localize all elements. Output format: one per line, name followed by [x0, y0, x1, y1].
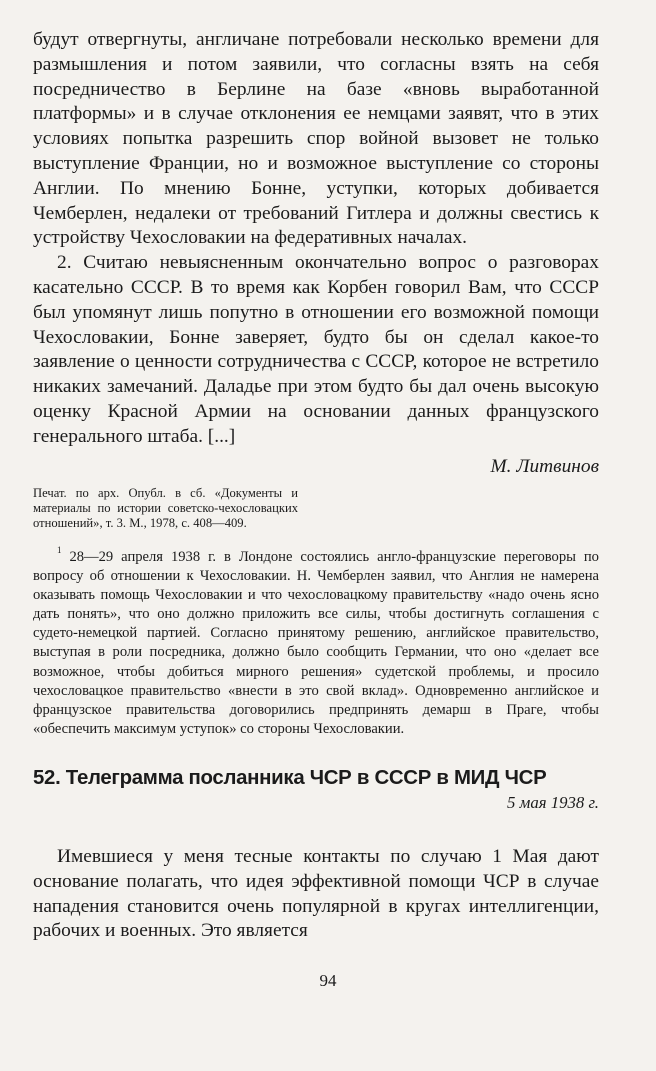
body-paragraph-2: 2. Считаю невыясненным окончательно вопрос о разговорах касательно СССР. В то время как Корбен говорил Вам, что СССР был упомянут лишь попутно в отношении его возможной помощи Чехословакии, Бонне заверяет, будто бы он сделал какое-то заявление о ценности сотрудничества с СССР, которое не встретило никаких замечаний. Даладье при этом будто бы дал очень высокую оценку Красной Армии на основании данных французского генерального штаба. [...]	[33, 252, 599, 447]
signature: М. Литвинов	[490, 455, 599, 477]
body-paragraph-1: будут отвергнуты, англичане потребовали несколько времени для размышления и потом заявили, что согласны взять на себя посредничество в Берлине на базе «вновь выработанной платформы» и в случае отклонения ее немцами заявят, что в этих условиях попытка разрешить спор войной вызовет не только выступление Франции, но и возможное выступление со стороны Англии. По мнению Бонне, уступки, которых добивается Чемберлен, недалеки от требований Гитлера и должны свестись к устройству Чехословакии на федеративных началах.	[33, 29, 599, 249]
document-date: 5 мая 1938 г.	[507, 792, 599, 812]
page-number: 94	[319, 971, 337, 990]
footnote-text: 28—29 апреля 1938 г. в Лондоне состоялись англо-французские переговоры по вопросу об отношении к Чехословакии. Н. Чемберлен заявил, что Англия не намерена оказывать помощь Чехословакии и что чехословацкому правительству «надо очень ясно дать понять», что оно должно приложить все силы, чтобы достигнуть соглашения с судето-немецкой партией. Согласно принятому решению, английское правительство, выступая в роли посредника, должно было сообщить Германии, что оно «делает все возможное, чтобы добиться мирного решения» судетской проблемы, и просило чехословацкое правительство «внести в это свой вклад». Одновременно английское и французское правительства договорились предпринять демарш в Праге, чтобы «обеспечить максимум уступок» со стороны Чехословакии.	[33, 549, 599, 737]
source-note: Печат. по арх. Опубл. в сб. «Документы и материалы по истории советско-чехословацких отношений», т. 3. М., 1978, с. 408—409.	[33, 485, 298, 530]
page-content	[33, 28, 599, 944]
document-paragraph-1: Имевшиеся у меня тесные контакты по случаю 1 Мая дают основание полагать, что идея эффективной помощи ЧСР в случае нападения становится очень популярной в кругах интеллигенции, рабочих и военных. Это является	[33, 845, 599, 942]
document-heading: 52. Телеграмма посланника ЧСР в СССР в МИД ЧСР	[33, 766, 547, 789]
footnote	[33, 543, 599, 739]
footnote-mark: 1	[57, 545, 62, 556]
